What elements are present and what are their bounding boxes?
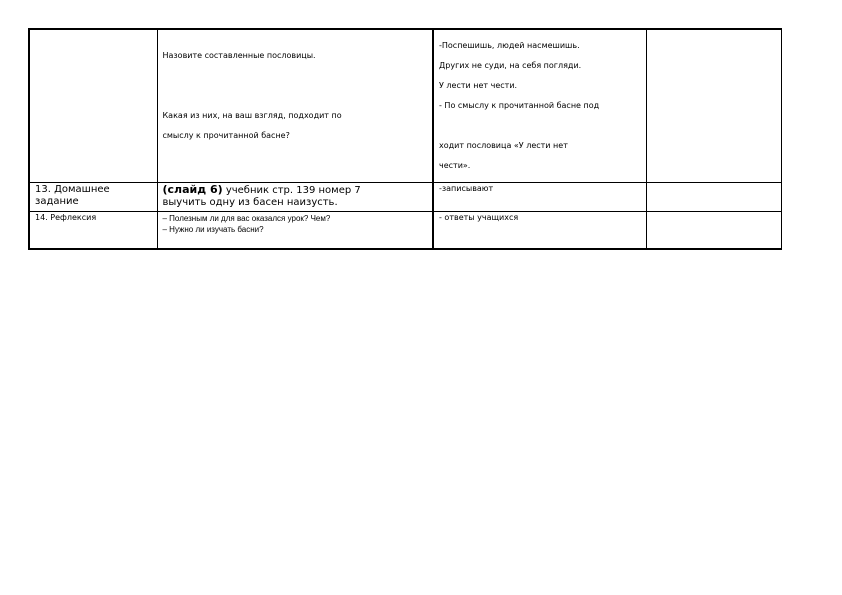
teacher-line: Назовите составленные пословицы. <box>162 51 316 60</box>
stage-cell <box>29 212 157 250</box>
teacher-activity-cell <box>157 183 433 212</box>
pupil-activity-text: -записывают <box>439 184 494 193</box>
stage-label: задание <box>35 196 79 207</box>
pupil-activity-cell <box>433 183 646 212</box>
reflection-question: – Полезным ли для вас оказался урок? Чем? <box>162 214 331 223</box>
table-row <box>29 29 781 183</box>
notes-cell <box>646 29 781 183</box>
slide-reference: (слайд 6) <box>162 183 223 196</box>
homework-text: учебник стр. 139 номер 7 <box>222 185 361 196</box>
stage-label: 14. Рефлексия <box>35 213 97 222</box>
pupil-line: - По смыслу к прочитанной басне под <box>439 101 600 110</box>
stage-cell <box>29 29 157 183</box>
pupil-line: -Поспешишь, людей насмешишь. <box>439 41 580 50</box>
pupil-activity-cell <box>433 212 646 250</box>
pupil-activity-cell <box>433 29 646 183</box>
stage-cell <box>29 183 157 212</box>
pupil-line: ходит пословица «У лести нет <box>439 141 568 150</box>
notes-cell <box>646 212 781 250</box>
pupil-activity-text: - ответы учащихся <box>439 213 519 222</box>
teacher-line: смыслу к прочитанной басне? <box>162 131 290 140</box>
homework-line: выучить одну из басен наизусть. <box>162 197 338 208</box>
homework-line <box>163 184 428 197</box>
pupil-line: У лести нет чести. <box>439 81 518 90</box>
lesson-plan-table <box>28 28 782 250</box>
teacher-activity-text <box>163 31 428 151</box>
stage-label: 13. Домашнее <box>35 184 110 195</box>
teacher-line: Какая из них, на ваш взгляд, подходит по <box>162 111 342 120</box>
teacher-activity-cell <box>157 212 433 250</box>
pupil-line: Других не суди, на себя погляди. <box>439 61 582 70</box>
table-row <box>29 183 781 212</box>
teacher-activity-cell <box>157 29 433 183</box>
pupil-activity-text <box>439 31 641 181</box>
notes-cell <box>646 183 781 212</box>
table-row <box>29 212 781 250</box>
pupil-line: чести». <box>439 161 471 170</box>
reflection-question: – Нужно ли изучать басни? <box>162 225 264 234</box>
